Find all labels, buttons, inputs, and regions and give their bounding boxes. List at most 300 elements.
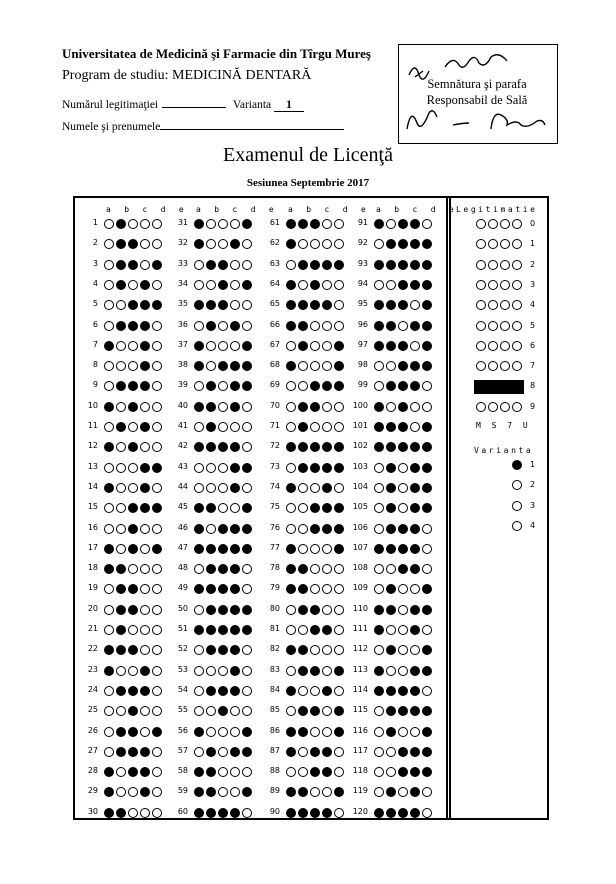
answer-bubble[interactable]: [230, 524, 240, 534]
answer-bubble[interactable]: [298, 402, 308, 412]
answer-bubble[interactable]: [298, 686, 308, 696]
answer-bubble[interactable]: [398, 483, 408, 493]
answer-bubble[interactable]: [242, 625, 252, 635]
answer-bubble[interactable]: [194, 280, 204, 290]
answer-bubble[interactable]: [230, 341, 240, 351]
answer-bubble[interactable]: [298, 219, 308, 229]
answer-bubble[interactable]: [128, 341, 138, 351]
legitimatie-bubble[interactable]: [476, 260, 486, 270]
answer-bubble[interactable]: [140, 463, 150, 473]
answer-bubble[interactable]: [242, 463, 252, 473]
answer-bubble[interactable]: [242, 219, 252, 229]
answer-bubble[interactable]: [218, 524, 228, 534]
answer-bubble[interactable]: [310, 625, 320, 635]
answer-bubble[interactable]: [230, 422, 240, 432]
legitimatie-bubble[interactable]: [476, 321, 486, 331]
answer-bubble[interactable]: [322, 280, 332, 290]
answer-bubble[interactable]: [206, 422, 216, 432]
answer-bubble[interactable]: [116, 808, 126, 818]
answer-bubble[interactable]: [398, 321, 408, 331]
answer-bubble[interactable]: [422, 605, 432, 615]
answer-bubble[interactable]: [140, 666, 150, 676]
answer-bubble[interactable]: [116, 280, 126, 290]
legitimatie-bubble[interactable]: [476, 402, 486, 412]
legitimatie-bubble[interactable]: [500, 402, 510, 412]
answer-bubble[interactable]: [194, 402, 204, 412]
answer-bubble[interactable]: [104, 483, 114, 493]
answer-bubble[interactable]: [422, 625, 432, 635]
answer-bubble[interactable]: [298, 321, 308, 331]
legitimatie-bubble[interactable]: [512, 280, 522, 290]
answer-bubble[interactable]: [334, 605, 344, 615]
answer-bubble[interactable]: [104, 321, 114, 331]
answer-bubble[interactable]: [128, 260, 138, 270]
answer-bubble[interactable]: [152, 666, 162, 676]
answer-bubble[interactable]: [386, 808, 396, 818]
answer-bubble[interactable]: [386, 483, 396, 493]
answer-bubble[interactable]: [398, 463, 408, 473]
answer-bubble[interactable]: [116, 483, 126, 493]
legitimatie-bubble[interactable]: [500, 341, 510, 351]
answer-bubble[interactable]: [242, 808, 252, 818]
answer-bubble[interactable]: [242, 280, 252, 290]
answer-bubble[interactable]: [334, 747, 344, 757]
answer-bubble[interactable]: [152, 463, 162, 473]
answer-bubble[interactable]: [410, 666, 420, 676]
answer-bubble[interactable]: [310, 341, 320, 351]
legitimatie-bubble[interactable]: [500, 321, 510, 331]
answer-bubble[interactable]: [230, 808, 240, 818]
answer-bubble[interactable]: [334, 808, 344, 818]
legitimatie-bubble[interactable]: [488, 260, 498, 270]
answer-bubble[interactable]: [298, 625, 308, 635]
answer-bubble[interactable]: [230, 747, 240, 757]
answer-bubble[interactable]: [286, 321, 296, 331]
answer-bubble[interactable]: [322, 483, 332, 493]
answer-bubble[interactable]: [218, 605, 228, 615]
answer-bubble[interactable]: [322, 402, 332, 412]
answer-bubble[interactable]: [334, 321, 344, 331]
answer-bubble[interactable]: [206, 625, 216, 635]
answer-bubble[interactable]: [206, 483, 216, 493]
answer-bubble[interactable]: [218, 260, 228, 270]
answer-bubble[interactable]: [128, 321, 138, 331]
answer-bubble[interactable]: [218, 280, 228, 290]
answer-bubble[interactable]: [310, 463, 320, 473]
answer-bubble[interactable]: [386, 219, 396, 229]
answer-bubble[interactable]: [322, 666, 332, 676]
answer-bubble[interactable]: [218, 402, 228, 412]
answer-bubble[interactable]: [152, 747, 162, 757]
answer-bubble[interactable]: [116, 727, 126, 737]
legitimatie-bubble[interactable]: [500, 260, 510, 270]
answer-bubble[interactable]: [218, 341, 228, 351]
answer-bubble[interactable]: [128, 808, 138, 818]
answer-bubble[interactable]: [152, 402, 162, 412]
answer-bubble[interactable]: [206, 219, 216, 229]
answer-bubble[interactable]: [152, 260, 162, 270]
answer-bubble[interactable]: [310, 280, 320, 290]
answer-bubble[interactable]: [230, 463, 240, 473]
answer-bubble[interactable]: [194, 747, 204, 757]
answer-bubble[interactable]: [242, 727, 252, 737]
answer-bubble[interactable]: [286, 544, 296, 554]
answer-bubble[interactable]: [422, 524, 432, 534]
legitimatie-bubble[interactable]: [488, 402, 498, 412]
answer-bubble[interactable]: [104, 280, 114, 290]
answer-bubble[interactable]: [422, 808, 432, 818]
answer-bubble[interactable]: [410, 747, 420, 757]
answer-bubble[interactable]: [242, 422, 252, 432]
answer-bubble[interactable]: [398, 422, 408, 432]
answer-bubble[interactable]: [298, 747, 308, 757]
answer-bubble[interactable]: [410, 686, 420, 696]
answer-bubble[interactable]: [386, 747, 396, 757]
answer-bubble[interactable]: [398, 341, 408, 351]
answer-bubble[interactable]: [128, 422, 138, 432]
answer-bubble[interactable]: [286, 666, 296, 676]
answer-bubble[interactable]: [310, 544, 320, 554]
answer-bubble[interactable]: [398, 727, 408, 737]
answer-bubble[interactable]: [104, 422, 114, 432]
answer-bubble[interactable]: [322, 524, 332, 534]
answer-bubble[interactable]: [194, 808, 204, 818]
answer-bubble[interactable]: [140, 524, 150, 534]
answer-bubble[interactable]: [386, 625, 396, 635]
answer-bubble[interactable]: [152, 422, 162, 432]
varianta-bubble[interactable]: [512, 521, 522, 531]
answer-bubble[interactable]: [218, 686, 228, 696]
answer-bubble[interactable]: [286, 219, 296, 229]
answer-bubble[interactable]: [218, 321, 228, 331]
answer-bubble[interactable]: [374, 808, 384, 818]
answer-bubble[interactable]: [194, 727, 204, 737]
answer-bubble[interactable]: [104, 747, 114, 757]
answer-bubble[interactable]: [374, 422, 384, 432]
legitimatie-bubble[interactable]: [476, 341, 486, 351]
answer-bubble[interactable]: [386, 321, 396, 331]
answer-bubble[interactable]: [322, 808, 332, 818]
answer-bubble[interactable]: [410, 260, 420, 270]
legitimatie-bubble[interactable]: [512, 402, 522, 412]
answer-bubble[interactable]: [218, 219, 228, 229]
answer-bubble[interactable]: [422, 727, 432, 737]
answer-bubble[interactable]: [140, 727, 150, 737]
answer-bubble[interactable]: [322, 463, 332, 473]
answer-bubble[interactable]: [298, 341, 308, 351]
answer-bubble[interactable]: [128, 605, 138, 615]
answer-bubble[interactable]: [386, 341, 396, 351]
answer-bubble[interactable]: [334, 524, 344, 534]
varianta-bubble[interactable]: [512, 501, 522, 511]
answer-bubble[interactable]: [374, 483, 384, 493]
answer-bubble[interactable]: [334, 686, 344, 696]
answer-bubble[interactable]: [230, 605, 240, 615]
answer-bubble[interactable]: [286, 727, 296, 737]
answer-bubble[interactable]: [386, 402, 396, 412]
answer-bubble[interactable]: [230, 544, 240, 554]
answer-bubble[interactable]: [374, 260, 384, 270]
id-field[interactable]: [162, 97, 226, 108]
answer-bubble[interactable]: [310, 808, 320, 818]
answer-bubble[interactable]: [140, 321, 150, 331]
answer-bubble[interactable]: [310, 727, 320, 737]
answer-bubble[interactable]: [334, 260, 344, 270]
answer-bubble[interactable]: [398, 605, 408, 615]
answer-bubble[interactable]: [104, 808, 114, 818]
answer-bubble[interactable]: [374, 524, 384, 534]
answer-bubble[interactable]: [242, 747, 252, 757]
answer-bubble[interactable]: [116, 747, 126, 757]
answer-bubble[interactable]: [334, 544, 344, 554]
answer-bubble[interactable]: [398, 280, 408, 290]
answer-bubble[interactable]: [116, 686, 126, 696]
answer-bubble[interactable]: [286, 747, 296, 757]
answer-bubble[interactable]: [410, 483, 420, 493]
answer-bubble[interactable]: [410, 219, 420, 229]
answer-bubble[interactable]: [128, 686, 138, 696]
legitimatie-bubble[interactable]: [488, 321, 498, 331]
answer-bubble[interactable]: [116, 422, 126, 432]
answer-bubble[interactable]: [152, 280, 162, 290]
answer-bubble[interactable]: [152, 219, 162, 229]
answer-bubble[interactable]: [410, 321, 420, 331]
answer-bubble[interactable]: [422, 402, 432, 412]
answer-bubble[interactable]: [194, 219, 204, 229]
legitimatie-bubble[interactable]: [512, 219, 522, 229]
answer-bubble[interactable]: [310, 605, 320, 615]
answer-bubble[interactable]: [374, 727, 384, 737]
answer-bubble[interactable]: [206, 544, 216, 554]
answer-bubble[interactable]: [410, 727, 420, 737]
legitimatie-bubble[interactable]: [476, 219, 486, 229]
answer-bubble[interactable]: [310, 524, 320, 534]
answer-bubble[interactable]: [334, 280, 344, 290]
answer-bubble[interactable]: [104, 666, 114, 676]
answer-bubble[interactable]: [398, 544, 408, 554]
answer-bubble[interactable]: [218, 625, 228, 635]
answer-bubble[interactable]: [374, 605, 384, 615]
answer-bubble[interactable]: [286, 524, 296, 534]
answer-bubble[interactable]: [334, 219, 344, 229]
answer-bubble[interactable]: [116, 321, 126, 331]
answer-bubble[interactable]: [128, 402, 138, 412]
answer-bubble[interactable]: [398, 686, 408, 696]
answer-bubble[interactable]: [334, 341, 344, 351]
answer-bubble[interactable]: [398, 747, 408, 757]
answer-bubble[interactable]: [230, 321, 240, 331]
answer-bubble[interactable]: [140, 747, 150, 757]
answer-bubble[interactable]: [230, 483, 240, 493]
answer-bubble[interactable]: [410, 808, 420, 818]
answer-bubble[interactable]: [104, 524, 114, 534]
answer-bubble[interactable]: [104, 727, 114, 737]
answer-bubble[interactable]: [374, 321, 384, 331]
answer-bubble[interactable]: [140, 483, 150, 493]
answer-bubble[interactable]: [194, 544, 204, 554]
answer-bubble[interactable]: [298, 463, 308, 473]
answer-bubble[interactable]: [230, 219, 240, 229]
answer-bubble[interactable]: [230, 727, 240, 737]
answer-bubble[interactable]: [386, 280, 396, 290]
answer-bubble[interactable]: [218, 747, 228, 757]
answer-bubble[interactable]: [140, 422, 150, 432]
answer-bubble[interactable]: [140, 605, 150, 615]
answer-bubble[interactable]: [242, 260, 252, 270]
answer-bubble[interactable]: [230, 625, 240, 635]
answer-bubble[interactable]: [286, 686, 296, 696]
answer-bubble[interactable]: [128, 280, 138, 290]
answer-bubble[interactable]: [218, 483, 228, 493]
answer-bubble[interactable]: [422, 483, 432, 493]
answer-bubble[interactable]: [104, 625, 114, 635]
answer-bubble[interactable]: [206, 808, 216, 818]
answer-bubble[interactable]: [218, 544, 228, 554]
answer-bubble[interactable]: [206, 727, 216, 737]
answer-bubble[interactable]: [194, 666, 204, 676]
answer-bubble[interactable]: [242, 483, 252, 493]
answer-bubble[interactable]: [334, 463, 344, 473]
answer-bubble[interactable]: [286, 463, 296, 473]
answer-bubble[interactable]: [152, 483, 162, 493]
answer-bubble[interactable]: [242, 686, 252, 696]
answer-bubble[interactable]: [140, 402, 150, 412]
answer-bubble[interactable]: [116, 625, 126, 635]
answer-bubble[interactable]: [206, 686, 216, 696]
answer-bubble[interactable]: [422, 280, 432, 290]
answer-bubble[interactable]: [152, 341, 162, 351]
answer-bubble[interactable]: [128, 666, 138, 676]
answer-bubble[interactable]: [194, 260, 204, 270]
answer-bubble[interactable]: [310, 402, 320, 412]
answer-bubble[interactable]: [128, 483, 138, 493]
answer-bubble[interactable]: [152, 605, 162, 615]
answer-bubble[interactable]: [230, 666, 240, 676]
answer-bubble[interactable]: [140, 219, 150, 229]
answer-bubble[interactable]: [194, 524, 204, 534]
answer-bubble[interactable]: [152, 321, 162, 331]
answer-bubble[interactable]: [374, 402, 384, 412]
answer-bubble[interactable]: [334, 727, 344, 737]
answer-bubble[interactable]: [322, 544, 332, 554]
answer-bubble[interactable]: [128, 219, 138, 229]
answer-bubble[interactable]: [140, 341, 150, 351]
answer-bubble[interactable]: [386, 544, 396, 554]
answer-bubble[interactable]: [298, 727, 308, 737]
answer-bubble[interactable]: [104, 605, 114, 615]
answer-bubble[interactable]: [116, 341, 126, 351]
answer-bubble[interactable]: [398, 219, 408, 229]
answer-bubble[interactable]: [242, 341, 252, 351]
answer-bubble[interactable]: [140, 686, 150, 696]
answer-bubble[interactable]: [218, 666, 228, 676]
answer-bubble[interactable]: [206, 524, 216, 534]
answer-bubble[interactable]: [298, 483, 308, 493]
legitimatie-bubble[interactable]: [488, 219, 498, 229]
answer-bubble[interactable]: [286, 483, 296, 493]
answer-bubble[interactable]: [374, 747, 384, 757]
answer-bubble[interactable]: [398, 666, 408, 676]
answer-bubble[interactable]: [298, 808, 308, 818]
answer-bubble[interactable]: [230, 686, 240, 696]
answer-bubble[interactable]: [422, 686, 432, 696]
answer-bubble[interactable]: [242, 666, 252, 676]
answer-bubble[interactable]: [104, 402, 114, 412]
answer-bubble[interactable]: [386, 422, 396, 432]
answer-bubble[interactable]: [230, 280, 240, 290]
answer-bubble[interactable]: [194, 605, 204, 615]
answer-bubble[interactable]: [334, 666, 344, 676]
answer-bubble[interactable]: [374, 280, 384, 290]
answer-bubble[interactable]: [140, 625, 150, 635]
answer-bubble[interactable]: [104, 260, 114, 270]
answer-bubble[interactable]: [386, 260, 396, 270]
answer-bubble[interactable]: [310, 747, 320, 757]
answer-bubble[interactable]: [116, 219, 126, 229]
answer-bubble[interactable]: [422, 260, 432, 270]
answer-bubble[interactable]: [298, 280, 308, 290]
answer-bubble[interactable]: [116, 605, 126, 615]
answer-bubble[interactable]: [242, 524, 252, 534]
answer-bubble[interactable]: [310, 260, 320, 270]
answer-bubble[interactable]: [194, 341, 204, 351]
answer-bubble[interactable]: [128, 463, 138, 473]
answer-bubble[interactable]: [310, 483, 320, 493]
answer-bubble[interactable]: [410, 544, 420, 554]
answer-bubble[interactable]: [194, 483, 204, 493]
answer-bubble[interactable]: [286, 402, 296, 412]
answer-bubble[interactable]: [322, 605, 332, 615]
legitimatie-bubble[interactable]: [500, 280, 510, 290]
legitimatie-bubble[interactable]: [512, 260, 522, 270]
answer-bubble[interactable]: [104, 544, 114, 554]
answer-bubble[interactable]: [398, 260, 408, 270]
answer-bubble[interactable]: [298, 422, 308, 432]
answer-bubble[interactable]: [206, 321, 216, 331]
answer-bubble[interactable]: [218, 808, 228, 818]
answer-bubble[interactable]: [242, 402, 252, 412]
answer-bubble[interactable]: [322, 747, 332, 757]
answer-bubble[interactable]: [194, 625, 204, 635]
answer-bubble[interactable]: [242, 321, 252, 331]
answer-bubble[interactable]: [194, 686, 204, 696]
answer-bubble[interactable]: [116, 402, 126, 412]
answer-bubble[interactable]: [298, 524, 308, 534]
answer-bubble[interactable]: [422, 463, 432, 473]
answer-bubble[interactable]: [322, 260, 332, 270]
answer-bubble[interactable]: [410, 625, 420, 635]
answer-bubble[interactable]: [422, 321, 432, 331]
answer-bubble[interactable]: [218, 727, 228, 737]
answer-bubble[interactable]: [322, 321, 332, 331]
answer-bubble[interactable]: [398, 402, 408, 412]
answer-bubble[interactable]: [128, 625, 138, 635]
answer-bubble[interactable]: [398, 808, 408, 818]
answer-bubble[interactable]: [286, 422, 296, 432]
answer-bubble[interactable]: [194, 463, 204, 473]
answer-bubble[interactable]: [410, 463, 420, 473]
legitimatie-bubble[interactable]: [476, 280, 486, 290]
answer-bubble[interactable]: [334, 422, 344, 432]
answer-bubble[interactable]: [310, 321, 320, 331]
answer-bubble[interactable]: [206, 341, 216, 351]
legitimatie-bubble[interactable]: [488, 280, 498, 290]
answer-bubble[interactable]: [152, 544, 162, 554]
answer-bubble[interactable]: [152, 727, 162, 737]
answer-bubble[interactable]: [286, 625, 296, 635]
answer-bubble[interactable]: [322, 686, 332, 696]
answer-bubble[interactable]: [410, 422, 420, 432]
